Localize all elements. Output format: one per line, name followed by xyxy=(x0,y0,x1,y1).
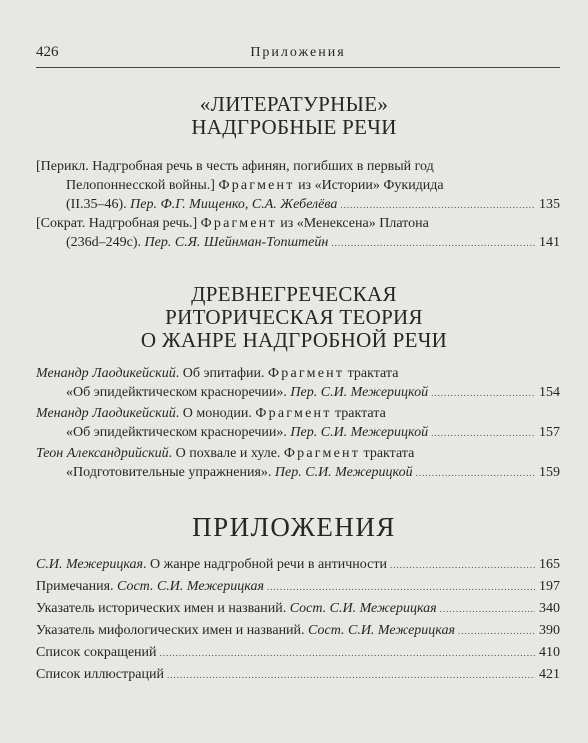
entry-leader-line: Примечания. Сост. С.И. Межерицкая ..... 197 xyxy=(36,577,560,596)
dot-leader xyxy=(331,234,535,253)
toc-entry-menander-epitaph[interactable] xyxy=(36,364,560,402)
entry-leader-line: Указатель мифологических имен и названий. Сост. С.И. Межерицкая ..... 390 xyxy=(36,621,560,640)
header-rule xyxy=(36,67,560,68)
author: Теон Александрийский xyxy=(36,446,169,461)
translator: Пер. С.Я. Шейнман-Топштейн xyxy=(144,235,329,250)
translator: Пер. С.И. Межерицкой xyxy=(274,465,413,480)
page-ref: 390 xyxy=(539,623,560,638)
toc-entry-appendix[interactable] xyxy=(36,555,560,574)
entry-line: [Сократ. Надгробная речь.] Фрагмент из «Менексена» Платона xyxy=(36,216,429,231)
section-heading-literary xyxy=(30,93,558,139)
entry-leader-line: Список сокращений ..... 410 xyxy=(36,643,560,662)
dot-leader xyxy=(416,464,535,483)
toc-entry-socrates[interactable] xyxy=(36,214,560,252)
section-heading-appendices: ПРИЛОЖЕНИЯ xyxy=(192,512,396,542)
dot-leader xyxy=(458,622,535,641)
heading-line: ДРЕВНЕГРЕЧЕСКАЯ xyxy=(191,282,397,306)
author: Менандр Лаодикейский xyxy=(36,366,176,381)
entry-leader-line: «Об эпидейктическом красноречии». Пер. С.И. Межерицкой ..... 154 xyxy=(36,383,560,402)
dot-leader xyxy=(340,196,535,215)
entry-leader-line: С.И. Межерицкая. О жанре надгробной речи в античности ..... 165 xyxy=(36,555,560,574)
dot-leader xyxy=(167,666,535,685)
page-ref: 157 xyxy=(539,425,560,440)
heading-line: О ЖАНРЕ НАДГРОБНОЙ РЕЧИ xyxy=(140,328,448,352)
page-number: 426 xyxy=(36,44,59,60)
running-title: Приложения xyxy=(250,45,346,60)
entry-leader-line: «Об эпидейктическом красноречии». Пер. С.И. Межерицкой ..... 157 xyxy=(36,423,560,442)
author: Менандр Лаодикейский xyxy=(36,406,176,421)
toc-entry-pericles[interactable] xyxy=(36,157,560,214)
page-ref: 141 xyxy=(539,235,560,250)
section-heading-rhetoric xyxy=(30,283,558,352)
page-ref: 410 xyxy=(539,645,560,660)
entry-line: Менандр Лаодикейский. Об эпитафии. Фрагмент трактата xyxy=(36,366,399,381)
entry-leader-line: (236d–249c). Пер. С.Я. Шейнман-Топштейн ..... 141 xyxy=(36,233,560,252)
entry-line: Пелопоннесской войны.] Фрагмент из «Истории» Фукидида xyxy=(66,178,444,193)
toc-entry-appendix[interactable] xyxy=(36,643,560,662)
dot-leader xyxy=(431,384,535,403)
entry-line: Менандр Лаодикейский. О монодии. Фрагмент трактата xyxy=(36,406,386,421)
toc-entry-appendix[interactable] xyxy=(36,621,560,640)
toc-entry-appendix[interactable] xyxy=(36,599,560,618)
translator: Пер. С.И. Межерицкой xyxy=(290,425,429,440)
entry-leader-line: (II.35–46). Пер. Ф.Г. Мищенко, С.А. Жебелёва ..... 135 xyxy=(36,195,560,214)
page-ref: 154 xyxy=(539,385,560,400)
dot-leader xyxy=(160,644,535,663)
entry-leader-line: Указатель исторических имен и названий. Сост. С.И. Межерицкая ..... 340 xyxy=(36,599,560,618)
heading-line: НАДГРОБНЫЕ РЕЧИ xyxy=(191,115,397,139)
page-ref: 197 xyxy=(539,579,560,594)
dot-leader xyxy=(267,578,535,597)
translator: Пер. Ф.Г. Мищенко, С.А. Жебелёва xyxy=(130,197,338,212)
running-header xyxy=(36,44,560,62)
entry-line: [Перикл. Надгробная речь в честь афинян, погибших в первый год xyxy=(36,159,434,174)
page-ref: 340 xyxy=(539,601,560,616)
heading-line: «ЛИТЕРАТУРНЫЕ» xyxy=(199,92,389,116)
toc-entry-appendix[interactable] xyxy=(36,577,560,596)
entry-line: Теон Александрийский. О похвале и хуле. Фрагмент трактата xyxy=(36,446,415,461)
page-ref: 165 xyxy=(539,557,560,572)
toc-entry-appendix[interactable] xyxy=(36,665,560,684)
dot-leader xyxy=(440,600,535,619)
translator: Пер. С.И. Межерицкой xyxy=(290,385,429,400)
dot-leader xyxy=(390,556,535,575)
dot-leader xyxy=(431,424,535,443)
heading-line: РИТОРИЧЕСКАЯ ТЕОРИЯ xyxy=(165,305,423,329)
page-ref: 135 xyxy=(539,197,560,212)
toc-entry-theon[interactable] xyxy=(36,444,560,482)
page-ref: 421 xyxy=(539,667,560,682)
entry-leader-line: Список иллюстраций ..... 421 xyxy=(36,665,560,684)
entry-leader-line: «Подготовительные упражнения». Пер. С.И. Межерицкой ..... 159 xyxy=(36,463,560,482)
page-ref: 159 xyxy=(539,465,560,480)
toc-entry-menander-monody[interactable] xyxy=(36,404,560,442)
